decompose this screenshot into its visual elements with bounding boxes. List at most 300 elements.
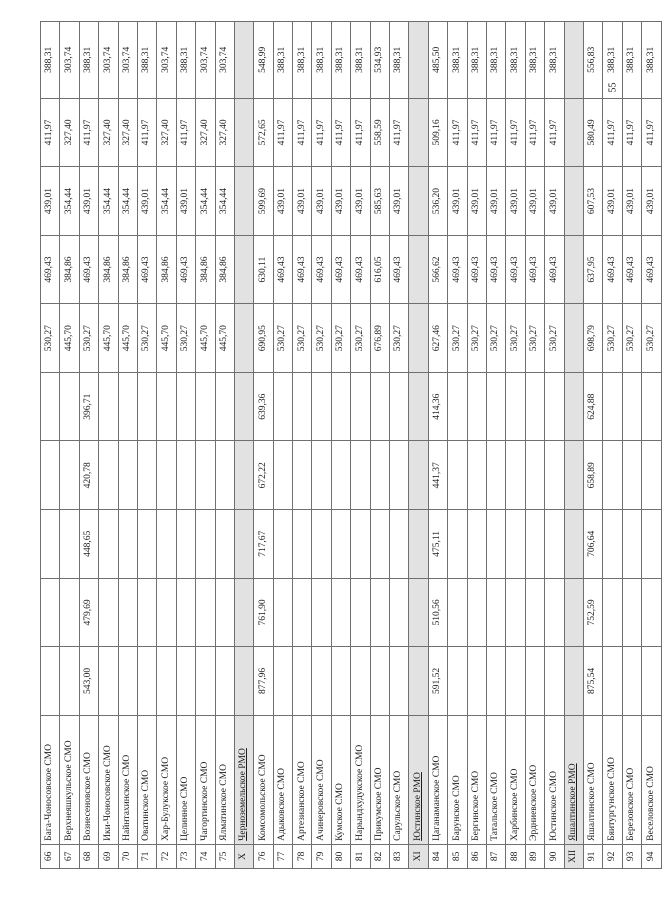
settlement-name: Верхнеяшкульское СМО: [60, 715, 79, 844]
row-number: 80: [331, 844, 350, 868]
value-cell: 607,53: [583, 167, 602, 236]
value-cell: 558,59: [370, 98, 389, 167]
settlement-name: Бага-Чоносовское СМО: [41, 715, 60, 844]
settlement-name: Чагортинское СМО: [196, 715, 215, 844]
row-number: 85: [448, 844, 467, 868]
value-cell: [603, 647, 622, 716]
value-cell: 411,97: [293, 98, 312, 167]
value-cell: [409, 441, 428, 510]
value-cell: 572,65: [254, 98, 273, 167]
tariff-table: [40, 21, 662, 869]
value-cell: 411,97: [603, 98, 622, 167]
table-row: [603, 22, 622, 869]
value-cell: [409, 235, 428, 304]
value-cell: [118, 647, 137, 716]
settlement-name: Веселовское СМО: [642, 715, 661, 844]
value-cell: 530,27: [390, 304, 409, 373]
value-cell: 469,43: [448, 235, 467, 304]
settlement-name: Артезианское СМО: [293, 715, 312, 844]
value-cell: [157, 510, 176, 579]
value-cell: 388,31: [448, 22, 467, 99]
value-cell: [196, 441, 215, 510]
value-cell: 530,27: [525, 304, 544, 373]
settlement-name: Вознесеновское СМО: [79, 715, 98, 844]
value-cell: [351, 647, 370, 716]
value-cell: 327,40: [118, 98, 137, 167]
value-cell: 411,97: [41, 98, 60, 167]
value-cell: 530,27: [312, 304, 331, 373]
value-cell: [99, 372, 118, 441]
value-cell: [390, 372, 409, 441]
table-body: [41, 22, 662, 869]
value-cell: 388,31: [331, 22, 350, 99]
value-cell: [176, 372, 195, 441]
value-cell: [370, 372, 389, 441]
value-cell: 388,31: [41, 22, 60, 99]
value-cell: [60, 647, 79, 716]
value-cell: [215, 578, 234, 647]
value-cell: [157, 372, 176, 441]
table-row: [60, 22, 79, 869]
value-cell: 698,79: [583, 304, 602, 373]
value-cell: [564, 510, 583, 579]
value-cell: 479,69: [79, 578, 98, 647]
value-cell: 411,97: [273, 98, 292, 167]
value-cell: [60, 510, 79, 579]
value-cell: [176, 647, 195, 716]
value-cell: [448, 372, 467, 441]
value-cell: 530,27: [273, 304, 292, 373]
value-cell: [41, 372, 60, 441]
value-cell: [99, 647, 118, 716]
table-row: [583, 22, 602, 869]
value-cell: 536,20: [428, 167, 447, 236]
value-cell: 327,40: [157, 98, 176, 167]
value-cell: [409, 647, 428, 716]
value-cell: 445,70: [157, 304, 176, 373]
value-cell: [234, 578, 253, 647]
value-cell: 388,31: [603, 22, 622, 99]
value-cell: 445,70: [215, 304, 234, 373]
table-row: [467, 22, 486, 869]
value-cell: 354,44: [99, 167, 118, 236]
row-number: 89: [525, 844, 544, 868]
settlement-name: Харбинское СМО: [506, 715, 525, 844]
region-row: [409, 22, 428, 869]
row-number: 78: [293, 844, 312, 868]
value-cell: 384,86: [157, 235, 176, 304]
settlement-name: Ики-Чоносовское СМО: [99, 715, 118, 844]
table-row: [545, 22, 564, 869]
value-cell: [467, 372, 486, 441]
value-cell: 414,36: [428, 372, 447, 441]
value-cell: 384,86: [118, 235, 137, 304]
value-cell: 411,97: [506, 98, 525, 167]
row-number: 67: [60, 844, 79, 868]
value-cell: [564, 441, 583, 510]
value-cell: [312, 578, 331, 647]
value-cell: 411,97: [545, 98, 564, 167]
value-cell: [351, 578, 370, 647]
value-cell: [157, 578, 176, 647]
value-cell: [234, 510, 253, 579]
settlement-name: Нарындхудукское СМО: [351, 715, 370, 844]
value-cell: [390, 510, 409, 579]
value-cell: [331, 647, 350, 716]
value-cell: 624,88: [583, 372, 602, 441]
value-cell: [622, 510, 641, 579]
value-cell: 439,01: [273, 167, 292, 236]
value-cell: [331, 441, 350, 510]
value-cell: [486, 578, 505, 647]
value-cell: [60, 441, 79, 510]
value-cell: [312, 647, 331, 716]
table-row: [428, 22, 447, 869]
value-cell: [506, 441, 525, 510]
value-cell: [467, 578, 486, 647]
value-cell: 411,97: [79, 98, 98, 167]
value-cell: [622, 372, 641, 441]
value-cell: [273, 510, 292, 579]
value-cell: [312, 372, 331, 441]
value-cell: 439,01: [603, 167, 622, 236]
value-cell: [234, 167, 253, 236]
row-number: 84: [428, 844, 447, 868]
table-row: [137, 22, 156, 869]
value-cell: 639,36: [254, 372, 273, 441]
value-cell: 475,11: [428, 510, 447, 579]
value-cell: [448, 510, 467, 579]
value-cell: 469,43: [293, 235, 312, 304]
value-cell: 627,46: [428, 304, 447, 373]
value-cell: 445,70: [99, 304, 118, 373]
row-number: 75: [215, 844, 234, 868]
value-cell: [506, 510, 525, 579]
value-cell: [467, 647, 486, 716]
value-cell: 717,67: [254, 510, 273, 579]
value-cell: 327,40: [60, 98, 79, 167]
value-cell: [390, 441, 409, 510]
value-cell: [99, 578, 118, 647]
value-cell: 658,89: [583, 441, 602, 510]
table-row: [254, 22, 273, 869]
row-number: 72: [157, 844, 176, 868]
value-cell: [525, 510, 544, 579]
value-cell: [41, 578, 60, 647]
value-cell: [564, 578, 583, 647]
value-cell: 580,49: [583, 98, 602, 167]
value-cell: 388,31: [642, 22, 661, 99]
value-cell: [176, 441, 195, 510]
value-cell: 388,31: [486, 22, 505, 99]
value-cell: [467, 510, 486, 579]
value-cell: [564, 304, 583, 373]
settlement-name: Татальское СМО: [486, 715, 505, 844]
value-cell: [331, 510, 350, 579]
value-cell: 439,01: [642, 167, 661, 236]
value-cell: 530,27: [467, 304, 486, 373]
value-cell: 303,74: [157, 22, 176, 99]
value-cell: 530,27: [642, 304, 661, 373]
value-cell: [545, 578, 564, 647]
value-cell: 411,97: [467, 98, 486, 167]
value-cell: 534,93: [370, 22, 389, 99]
value-cell: [215, 647, 234, 716]
value-cell: 354,44: [60, 167, 79, 236]
value-cell: 388,31: [525, 22, 544, 99]
table-row: [293, 22, 312, 869]
value-cell: 439,01: [467, 167, 486, 236]
value-cell: 439,01: [351, 167, 370, 236]
value-cell: [60, 372, 79, 441]
value-cell: [118, 372, 137, 441]
value-cell: 530,27: [545, 304, 564, 373]
value-cell: [331, 372, 350, 441]
value-cell: [293, 510, 312, 579]
value-cell: 388,31: [137, 22, 156, 99]
value-cell: 354,44: [215, 167, 234, 236]
value-cell: [486, 647, 505, 716]
value-cell: [293, 578, 312, 647]
value-cell: [564, 647, 583, 716]
value-cell: 469,43: [390, 235, 409, 304]
value-cell: 439,01: [448, 167, 467, 236]
table-row: [506, 22, 525, 869]
value-cell: [603, 510, 622, 579]
value-cell: 388,31: [312, 22, 331, 99]
value-cell: [196, 372, 215, 441]
value-cell: [409, 304, 428, 373]
value-cell: 530,27: [137, 304, 156, 373]
value-cell: 469,43: [506, 235, 525, 304]
value-cell: [118, 578, 137, 647]
value-cell: 420,78: [79, 441, 98, 510]
value-cell: 469,43: [622, 235, 641, 304]
settlement-name: Кумское СМО: [331, 715, 350, 844]
table-row: [215, 22, 234, 869]
row-number: 87: [486, 844, 505, 868]
value-cell: 411,97: [137, 98, 156, 167]
value-cell: [331, 578, 350, 647]
value-cell: 384,86: [196, 235, 215, 304]
value-cell: [234, 441, 253, 510]
row-number: XII: [564, 844, 583, 868]
value-cell: 388,31: [506, 22, 525, 99]
value-cell: 676,89: [370, 304, 389, 373]
value-cell: [448, 441, 467, 510]
value-cell: [486, 372, 505, 441]
settlement-name: Эрдниевское СМО: [525, 715, 544, 844]
value-cell: [564, 22, 583, 99]
settlement-name: Целинное СМО: [176, 715, 195, 844]
value-cell: [564, 235, 583, 304]
settlement-name: Комсомольское СМО: [254, 715, 273, 844]
value-cell: [525, 647, 544, 716]
value-cell: [370, 578, 389, 647]
value-cell: [137, 578, 156, 647]
table-row: [157, 22, 176, 869]
value-cell: 411,97: [351, 98, 370, 167]
value-cell: [409, 510, 428, 579]
value-cell: 439,01: [293, 167, 312, 236]
table-row: [486, 22, 505, 869]
value-cell: 469,43: [331, 235, 350, 304]
district-name: Яшалтинское РМО: [564, 715, 583, 844]
value-cell: [137, 510, 156, 579]
value-cell: [312, 441, 331, 510]
row-number: 90: [545, 844, 564, 868]
value-cell: [603, 578, 622, 647]
value-cell: 530,27: [448, 304, 467, 373]
table-row: [312, 22, 331, 869]
row-number: 86: [467, 844, 486, 868]
value-cell: [409, 98, 428, 167]
value-cell: 469,43: [79, 235, 98, 304]
row-number: 81: [351, 844, 370, 868]
value-cell: [273, 372, 292, 441]
value-cell: 530,27: [506, 304, 525, 373]
table-row: [118, 22, 137, 869]
value-cell: [642, 441, 661, 510]
settlement-name: Березовское СМО: [622, 715, 641, 844]
value-cell: [137, 441, 156, 510]
settlement-name: Адыковское СМО: [273, 715, 292, 844]
table-row: [273, 22, 292, 869]
value-cell: 411,97: [622, 98, 641, 167]
value-cell: [642, 510, 661, 579]
value-cell: 327,40: [215, 98, 234, 167]
value-cell: 388,31: [351, 22, 370, 99]
value-cell: 556,83: [583, 22, 602, 99]
value-cell: [234, 235, 253, 304]
value-cell: [642, 578, 661, 647]
value-cell: [41, 441, 60, 510]
value-cell: 439,01: [137, 167, 156, 236]
row-number: 77: [273, 844, 292, 868]
value-cell: [603, 372, 622, 441]
row-number: 66: [41, 844, 60, 868]
row-number: 92: [603, 844, 622, 868]
value-cell: 469,43: [603, 235, 622, 304]
value-cell: [351, 510, 370, 579]
value-cell: [545, 372, 564, 441]
row-number: 69: [99, 844, 118, 868]
value-cell: 877,96: [254, 647, 273, 716]
value-cell: [196, 578, 215, 647]
value-cell: [370, 647, 389, 716]
value-cell: 616,05: [370, 235, 389, 304]
value-cell: 530,27: [41, 304, 60, 373]
value-cell: 384,86: [99, 235, 118, 304]
value-cell: [603, 441, 622, 510]
value-cell: 690,95: [254, 304, 273, 373]
value-cell: [370, 510, 389, 579]
table-row: [622, 22, 641, 869]
value-cell: 303,74: [118, 22, 137, 99]
table-row: [448, 22, 467, 869]
row-number: 83: [390, 844, 409, 868]
value-cell: 388,31: [545, 22, 564, 99]
value-cell: [41, 647, 60, 716]
table-row: [390, 22, 409, 869]
table-row: [642, 22, 661, 869]
district-name: Юстинское РМО: [409, 715, 428, 844]
value-cell: [234, 304, 253, 373]
value-cell: 411,97: [486, 98, 505, 167]
value-cell: 384,86: [215, 235, 234, 304]
value-cell: 530,27: [79, 304, 98, 373]
value-cell: [176, 510, 195, 579]
value-cell: [564, 372, 583, 441]
value-cell: [525, 372, 544, 441]
value-cell: [642, 372, 661, 441]
settlement-name: Найнтахинское СМО: [118, 715, 137, 844]
value-cell: [273, 441, 292, 510]
settlement-name: Сарульское СМО: [390, 715, 409, 844]
settlement-name: Бергинское СМО: [467, 715, 486, 844]
value-cell: [234, 647, 253, 716]
settlement-name: Юстинское СМО: [545, 715, 564, 844]
value-cell: 485,50: [428, 22, 447, 99]
value-cell: 637,95: [583, 235, 602, 304]
value-cell: 439,01: [79, 167, 98, 236]
row-number: 94: [642, 844, 661, 868]
value-cell: [176, 578, 195, 647]
value-cell: [390, 647, 409, 716]
value-cell: 411,97: [331, 98, 350, 167]
value-cell: 327,40: [99, 98, 118, 167]
value-cell: 448,65: [79, 510, 98, 579]
value-cell: [448, 578, 467, 647]
value-cell: 469,43: [351, 235, 370, 304]
value-cell: 875,54: [583, 647, 602, 716]
row-number: 79: [312, 844, 331, 868]
value-cell: 761,90: [254, 578, 273, 647]
value-cell: 303,74: [215, 22, 234, 99]
value-cell: 630,11: [254, 235, 273, 304]
value-cell: 411,97: [390, 98, 409, 167]
row-number: 91: [583, 844, 602, 868]
row-number: XI: [409, 844, 428, 868]
value-cell: 439,01: [331, 167, 350, 236]
value-cell: 469,43: [176, 235, 195, 304]
table-row: [41, 22, 60, 869]
table-row: [351, 22, 370, 869]
value-cell: [157, 441, 176, 510]
value-cell: [545, 647, 564, 716]
settlement-name: Хар-Булукское СМО: [157, 715, 176, 844]
row-number: 74: [196, 844, 215, 868]
value-cell: [234, 98, 253, 167]
value-cell: 530,27: [331, 304, 350, 373]
table-row: [370, 22, 389, 869]
value-cell: 388,31: [293, 22, 312, 99]
table-row: [525, 22, 544, 869]
value-cell: 439,01: [545, 167, 564, 236]
value-cell: [506, 578, 525, 647]
value-cell: 445,70: [118, 304, 137, 373]
value-cell: 303,74: [99, 22, 118, 99]
value-cell: 752,59: [583, 578, 602, 647]
row-number: 71: [137, 844, 156, 868]
value-cell: 585,63: [370, 167, 389, 236]
value-cell: 411,97: [525, 98, 544, 167]
value-cell: 388,31: [390, 22, 409, 99]
value-cell: 445,70: [196, 304, 215, 373]
value-cell: [409, 167, 428, 236]
value-cell: [564, 167, 583, 236]
value-cell: 411,97: [176, 98, 195, 167]
